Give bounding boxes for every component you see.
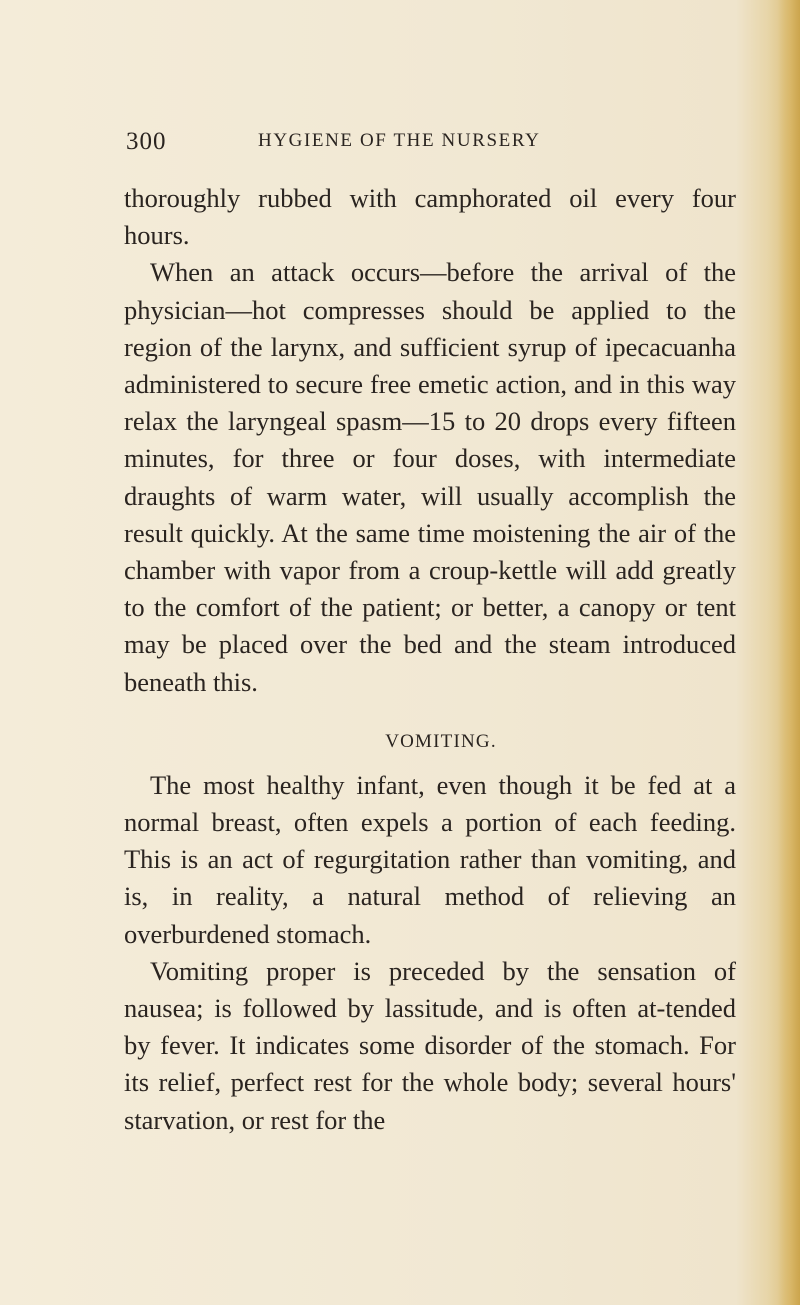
paragraph-croup-treatment: When an attack occurs—before the arrival of the physician—hot compresses should be applied to the region of the larynx, and sufficient syrup of ipecacuanha administered to secure free emetic action, and in this way relax the laryngeal spasm—15 to 20 drops every fifteen minutes, for three or four doses, with intermediate draughts of warm water, will usually accomplish the result quickly. At the same time moistening the air of the chamber with vapor from a croup-kettle will add greatly to the comfort of the patient; or better, a canopy or tent may be placed over the bed and the steam introduced beneath this. <box>124 257 736 697</box>
page-edge <box>778 0 800 1305</box>
section-heading-vomiting: VOMITING. <box>385 730 497 752</box>
page-number: 300 <box>126 128 167 155</box>
paragraph-continued: thoroughly rubbed with camphorated oil every four hours. <box>124 183 736 251</box>
page-body <box>124 180 736 1139</box>
paragraph-vomiting-proper: Vomiting proper is preceded by the sensation of nausea; is followed by lassitude, and is often at-tended by fever. It indicates some disorder of the stomach. For its relief, perfect rest for the whole body; several hours' starvation, or rest for the <box>124 955 736 1135</box>
page-header <box>126 128 726 158</box>
paragraph-regurgitation: The most healthy infant, even though it be fed at a normal breast, often expels a portion of each feeding. This is an act of regurgitation rather than vomiting, and is, in reality, a natural method of relieving an overburdened stomach. <box>124 769 736 949</box>
running-head: HYGIENE OF THE NURSERY <box>258 130 541 151</box>
